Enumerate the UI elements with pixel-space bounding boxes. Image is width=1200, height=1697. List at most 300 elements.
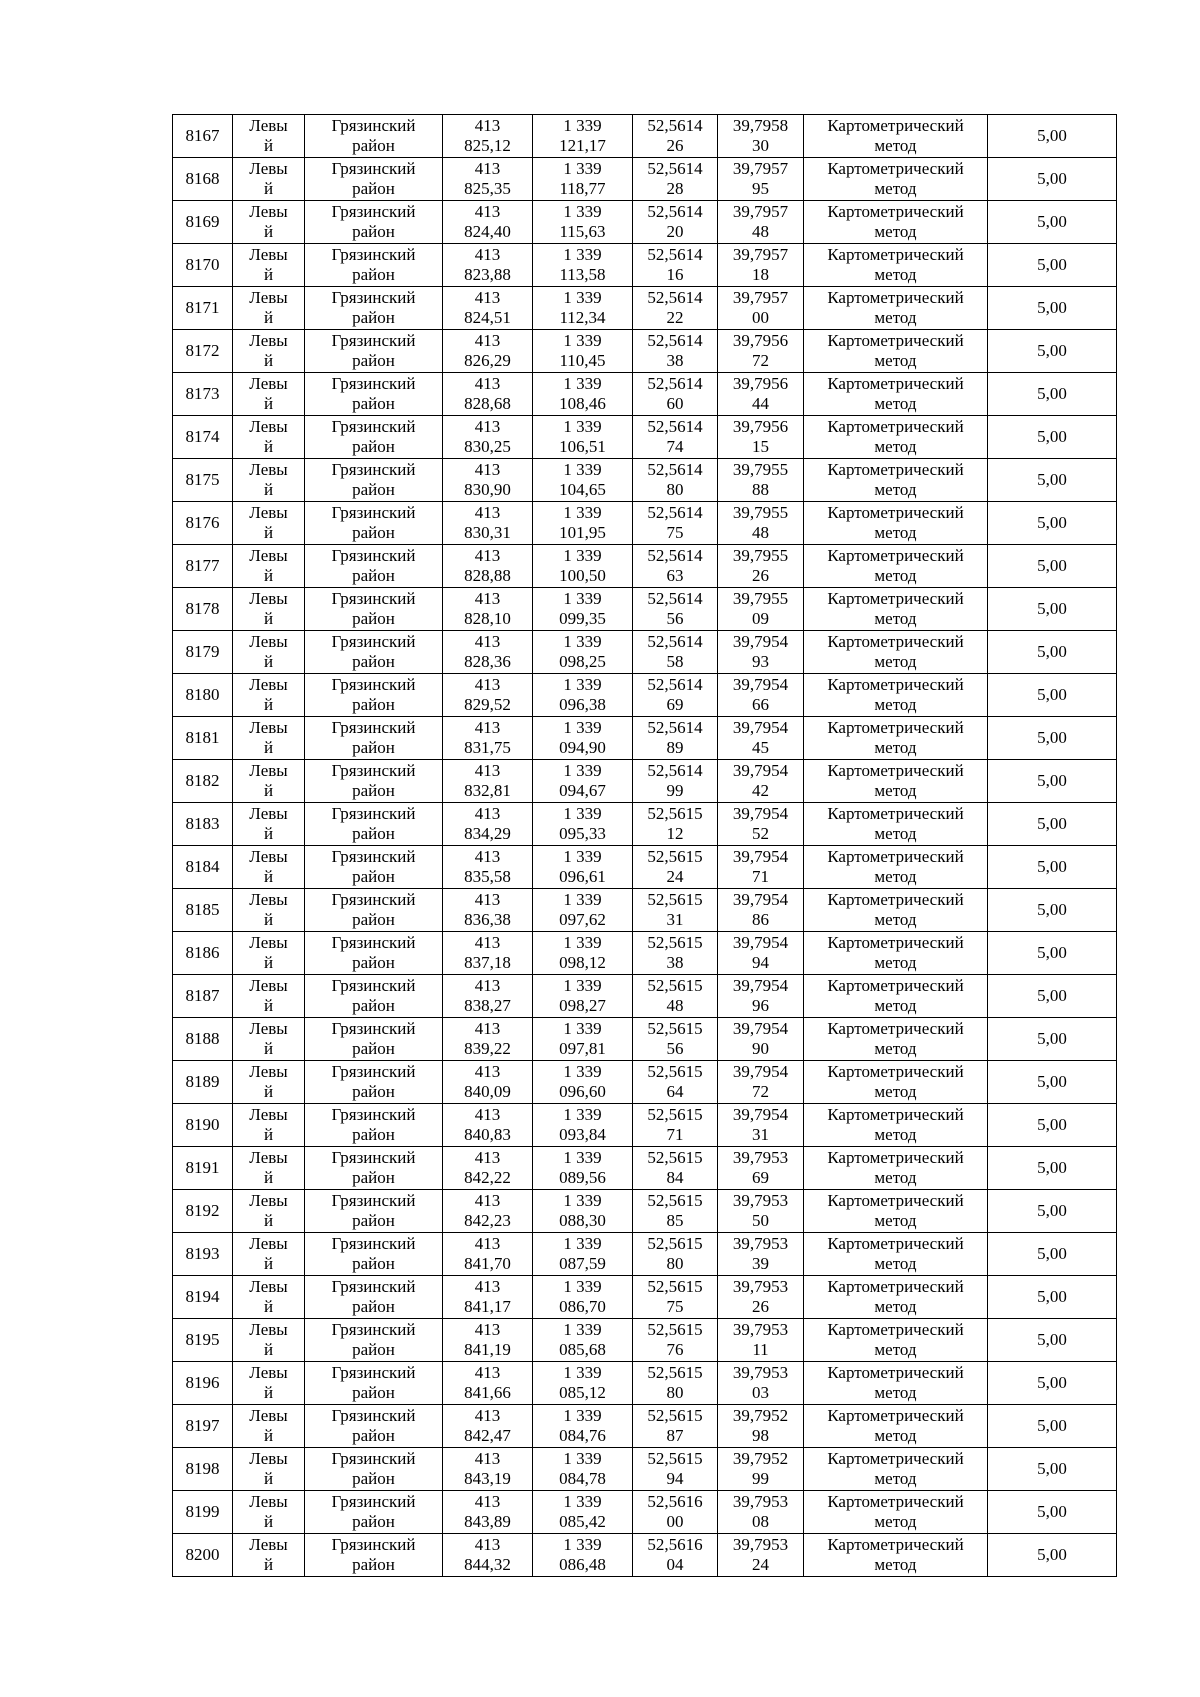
coord-x-line: 413 — [474, 245, 501, 264]
table-row — [173, 373, 1117, 416]
district-line: Грязинский — [331, 245, 416, 264]
bank-side-cell — [233, 717, 305, 760]
coord-x-line: 829,52 — [464, 695, 511, 714]
method-line: Картометрический — [827, 804, 964, 823]
coord-y-line: 1 339 — [563, 417, 602, 436]
method-line: метод — [874, 1469, 917, 1488]
district-line: район — [352, 1168, 395, 1187]
method-cell — [804, 1534, 988, 1577]
method-cell — [804, 1362, 988, 1405]
coord-y-cell — [533, 1276, 633, 1319]
coord-x-line: 413 — [474, 1105, 501, 1124]
latitude-cell — [633, 760, 718, 803]
coord-y-line: 101,95 — [559, 523, 606, 542]
table-row — [173, 1104, 1117, 1147]
method-cell — [804, 1018, 988, 1061]
method-line: Картометрический — [827, 589, 964, 608]
bank-side-line: й — [263, 1555, 274, 1574]
latitude-line: 52,5615 — [647, 1062, 703, 1081]
longitude-line: 39,7954 — [732, 933, 789, 952]
district-cell — [305, 502, 443, 545]
coord-x-line: 836,38 — [464, 910, 511, 929]
latitude-cell — [633, 201, 718, 244]
latitude-line: 52,5615 — [647, 1449, 703, 1468]
accuracy-cell: 5,00 — [988, 631, 1117, 674]
coord-x-line: 413 — [474, 417, 501, 436]
longitude-line: 39,7953 — [732, 1191, 789, 1210]
method-line: Картометрический — [827, 1320, 964, 1339]
bank-side-line: Левы — [249, 460, 288, 479]
bank-side-line: Левы — [249, 1019, 288, 1038]
method-cell — [804, 1491, 988, 1534]
coord-y-cell — [533, 631, 633, 674]
latitude-line: 64 — [666, 1082, 684, 1101]
coord-x-line: 413 — [474, 1277, 501, 1296]
coord-x-line: 844,32 — [464, 1555, 511, 1574]
latitude-line: 52,5615 — [647, 976, 703, 995]
longitude-line: 39,7953 — [732, 1234, 789, 1253]
method-line: метод — [874, 437, 917, 456]
point-number-cell: 8187 — [173, 975, 233, 1018]
bank-side-cell — [233, 1147, 305, 1190]
accuracy-cell: 5,00 — [988, 1190, 1117, 1233]
bank-side-line: Левы — [249, 245, 288, 264]
longitude-line: 39,7957 — [732, 159, 789, 178]
district-cell — [305, 545, 443, 588]
coord-y-cell — [533, 717, 633, 760]
bank-side-line: Левы — [249, 202, 288, 221]
longitude-line: 93 — [752, 652, 769, 671]
coord-x-cell — [443, 932, 533, 975]
coord-x-line: 843,19 — [464, 1469, 511, 1488]
longitude-line: 39,7954 — [732, 761, 789, 780]
coord-x-line: 413 — [474, 331, 501, 350]
point-number-cell: 8169 — [173, 201, 233, 244]
longitude-cell — [718, 1018, 804, 1061]
coord-y-line: 1 339 — [563, 804, 602, 823]
point-number-cell: 8172 — [173, 330, 233, 373]
coord-y-cell — [533, 1534, 633, 1577]
district-cell — [305, 287, 443, 330]
method-line: метод — [874, 1082, 917, 1101]
district-cell — [305, 1190, 443, 1233]
coord-y-line: 1 339 — [563, 1535, 602, 1554]
district-line: район — [352, 265, 395, 284]
coord-y-line: 1 339 — [563, 933, 602, 952]
district-line: район — [352, 1555, 395, 1574]
method-cell — [804, 1319, 988, 1362]
method-line: Картометрический — [827, 847, 964, 866]
bank-side-line: й — [263, 1082, 274, 1101]
coord-y-line: 089,56 — [559, 1168, 606, 1187]
bank-side-cell — [233, 330, 305, 373]
latitude-cell — [633, 1362, 718, 1405]
coord-y-line: 087,59 — [559, 1254, 606, 1273]
latitude-line: 52,5615 — [647, 1148, 703, 1167]
coord-x-cell — [443, 717, 533, 760]
method-line: Картометрический — [827, 116, 964, 135]
longitude-line: 39,7955 — [732, 460, 789, 479]
accuracy-cell: 5,00 — [988, 1362, 1117, 1405]
bank-side-cell — [233, 588, 305, 631]
table-row — [173, 1018, 1117, 1061]
point-number-cell: 8200 — [173, 1534, 233, 1577]
coord-y-cell — [533, 1018, 633, 1061]
point-number-cell: 8185 — [173, 889, 233, 932]
latitude-cell — [633, 545, 718, 588]
latitude-line: 87 — [666, 1426, 684, 1445]
coord-x-cell — [443, 760, 533, 803]
district-line: район — [352, 609, 395, 628]
bank-side-line: Левы — [249, 976, 288, 995]
coord-y-line: 094,67 — [559, 781, 606, 800]
district-cell — [305, 975, 443, 1018]
latitude-line: 52,5615 — [647, 847, 703, 866]
method-cell — [804, 803, 988, 846]
coord-y-line: 110,45 — [559, 351, 606, 370]
latitude-line: 38 — [666, 351, 684, 370]
bank-side-cell — [233, 1190, 305, 1233]
accuracy-cell: 5,00 — [988, 158, 1117, 201]
latitude-line: 20 — [666, 222, 684, 241]
longitude-cell — [718, 803, 804, 846]
longitude-cell — [718, 1233, 804, 1276]
bank-side-line: й — [263, 1039, 274, 1058]
bank-side-line: Левы — [249, 503, 288, 522]
coord-y-line: 113,58 — [559, 265, 606, 284]
longitude-line: 39,7954 — [732, 804, 789, 823]
coord-x-line: 823,88 — [464, 265, 511, 284]
method-line: метод — [874, 1512, 917, 1531]
district-line: район — [352, 480, 395, 499]
coord-y-cell — [533, 158, 633, 201]
coord-x-line: 842,23 — [464, 1211, 511, 1230]
coord-x-line: 413 — [474, 632, 501, 651]
longitude-cell — [718, 1534, 804, 1577]
method-cell — [804, 545, 988, 588]
coord-y-line: 1 339 — [563, 847, 602, 866]
bank-side-line: Левы — [249, 1363, 288, 1382]
latitude-line: 22 — [666, 308, 684, 327]
coord-y-cell — [533, 1147, 633, 1190]
district-line: район — [352, 953, 395, 972]
coord-y-cell — [533, 803, 633, 846]
method-line: Картометрический — [827, 890, 964, 909]
accuracy-cell: 5,00 — [988, 846, 1117, 889]
bank-side-line: й — [263, 609, 274, 628]
district-cell — [305, 1147, 443, 1190]
bank-side-cell — [233, 975, 305, 1018]
latitude-cell — [633, 1534, 718, 1577]
latitude-line: 85 — [666, 1211, 684, 1230]
coord-y-line: 1 339 — [563, 1492, 602, 1511]
longitude-line: 30 — [752, 136, 769, 155]
coord-x-line: 413 — [474, 1449, 501, 1468]
district-line: Грязинский — [331, 933, 416, 952]
bank-side-line: Левы — [249, 1148, 288, 1167]
district-line: Грязинский — [331, 417, 416, 436]
accuracy-cell: 5,00 — [988, 889, 1117, 932]
coord-x-line: 413 — [474, 1234, 501, 1253]
latitude-line: 52,5615 — [647, 804, 703, 823]
district-line: Грязинский — [331, 1019, 416, 1038]
method-line: метод — [874, 136, 917, 155]
accuracy-cell: 5,00 — [988, 717, 1117, 760]
table-row — [173, 330, 1117, 373]
point-number-cell: 8197 — [173, 1405, 233, 1448]
district-line: Грязинский — [331, 589, 416, 608]
method-cell — [804, 975, 988, 1018]
latitude-line: 52,5614 — [647, 331, 703, 350]
method-line: Картометрический — [827, 1492, 964, 1511]
bank-side-line: Левы — [249, 589, 288, 608]
coord-x-line: 413 — [474, 288, 501, 307]
method-line: Картометрический — [827, 1148, 964, 1167]
method-line: Картометрический — [827, 331, 964, 350]
longitude-line: 39 — [752, 1254, 769, 1273]
district-line: Грязинский — [331, 1406, 416, 1425]
coord-x-line: 413 — [474, 116, 501, 135]
method-line: метод — [874, 480, 917, 499]
latitude-cell — [633, 1147, 718, 1190]
bank-side-line: Левы — [249, 331, 288, 350]
method-line: метод — [874, 824, 917, 843]
bank-side-line: Левы — [249, 761, 288, 780]
latitude-line: 52,5614 — [647, 202, 703, 221]
accuracy-cell: 5,00 — [988, 975, 1117, 1018]
coord-y-line: 095,33 — [559, 824, 606, 843]
longitude-cell — [718, 502, 804, 545]
latitude-line: 52,5614 — [647, 417, 703, 436]
longitude-line: 39,7954 — [732, 1019, 789, 1038]
coord-y-cell — [533, 502, 633, 545]
latitude-line: 38 — [666, 953, 684, 972]
longitude-line: 11 — [752, 1340, 769, 1359]
coord-x-line: 832,81 — [464, 781, 511, 800]
district-cell — [305, 115, 443, 158]
longitude-line: 39,7958 — [732, 116, 789, 135]
method-line: Картометрический — [827, 718, 964, 737]
method-line: Картометрический — [827, 1363, 964, 1382]
latitude-line: 52,5614 — [647, 159, 703, 178]
bank-side-line: Левы — [249, 718, 288, 737]
district-line: Грязинский — [331, 718, 416, 737]
bank-side-line: Левы — [249, 1191, 288, 1210]
method-line: метод — [874, 1426, 917, 1445]
method-line: Картометрический — [827, 1406, 964, 1425]
table-row — [173, 760, 1117, 803]
bank-side-line: Левы — [249, 1449, 288, 1468]
coord-y-cell — [533, 244, 633, 287]
coord-y-line: 1 339 — [563, 503, 602, 522]
coord-x-cell — [443, 158, 533, 201]
district-line: район — [352, 179, 395, 198]
bank-side-line: й — [263, 738, 274, 757]
accuracy-cell: 5,00 — [988, 1276, 1117, 1319]
table-row — [173, 459, 1117, 502]
longitude-cell — [718, 674, 804, 717]
latitude-cell — [633, 416, 718, 459]
coord-x-line: 837,18 — [464, 953, 511, 972]
longitude-line: 50 — [752, 1211, 769, 1230]
method-line: Картометрический — [827, 1062, 964, 1081]
coord-y-line: 084,78 — [559, 1469, 606, 1488]
coord-y-line: 100,50 — [559, 566, 606, 585]
point-number-cell: 8176 — [173, 502, 233, 545]
latitude-line: 52,5614 — [647, 589, 703, 608]
coord-x-line: 830,31 — [464, 523, 511, 542]
latitude-line: 80 — [666, 1383, 684, 1402]
bank-side-line: Левы — [249, 847, 288, 866]
table-row — [173, 1147, 1117, 1190]
coord-x-cell — [443, 975, 533, 1018]
bank-side-line: й — [263, 824, 274, 843]
coord-y-line: 1 339 — [563, 761, 602, 780]
method-line: метод — [874, 1168, 917, 1187]
longitude-line: 71 — [752, 867, 769, 886]
bank-side-cell — [233, 459, 305, 502]
coord-y-cell — [533, 416, 633, 459]
coord-y-line: 121,17 — [559, 136, 606, 155]
point-number-cell: 8195 — [173, 1319, 233, 1362]
accuracy-cell: 5,00 — [988, 760, 1117, 803]
coord-x-line: 840,83 — [464, 1125, 511, 1144]
longitude-line: 39,7954 — [732, 847, 789, 866]
coord-x-cell — [443, 1018, 533, 1061]
latitude-cell — [633, 889, 718, 932]
coord-y-line: 1 339 — [563, 1320, 602, 1339]
longitude-line: 48 — [752, 523, 769, 542]
longitude-line: 66 — [752, 695, 769, 714]
coord-x-cell — [443, 115, 533, 158]
coord-x-line: 828,68 — [464, 394, 511, 413]
point-number-cell: 8188 — [173, 1018, 233, 1061]
method-line: метод — [874, 695, 917, 714]
coord-y-cell — [533, 588, 633, 631]
coord-y-cell — [533, 1061, 633, 1104]
longitude-line: 69 — [752, 1168, 769, 1187]
coord-x-line: 413 — [474, 1148, 501, 1167]
district-cell — [305, 1491, 443, 1534]
latitude-cell — [633, 1319, 718, 1362]
latitude-line: 80 — [666, 480, 684, 499]
coord-y-cell — [533, 287, 633, 330]
coord-x-line: 840,09 — [464, 1082, 511, 1101]
latitude-line: 31 — [666, 910, 684, 929]
district-line: район — [352, 1125, 395, 1144]
district-cell — [305, 244, 443, 287]
district-cell — [305, 373, 443, 416]
coord-y-line: 108,46 — [559, 394, 606, 413]
longitude-cell — [718, 889, 804, 932]
bank-side-line: Левы — [249, 804, 288, 823]
latitude-cell — [633, 158, 718, 201]
latitude-line: 52,5614 — [647, 761, 703, 780]
coord-y-cell — [533, 1362, 633, 1405]
coord-y-cell — [533, 846, 633, 889]
latitude-cell — [633, 932, 718, 975]
coord-y-line: 1 339 — [563, 1406, 602, 1425]
coord-y-line: 1 339 — [563, 331, 602, 350]
point-number-cell: 8179 — [173, 631, 233, 674]
district-line: Грязинский — [331, 1234, 416, 1253]
district-cell — [305, 416, 443, 459]
coord-y-line: 1 339 — [563, 116, 602, 135]
bank-side-line: й — [263, 566, 274, 585]
point-number-cell: 8194 — [173, 1276, 233, 1319]
longitude-cell — [718, 846, 804, 889]
longitude-line: 26 — [752, 566, 769, 585]
longitude-line: 39,7957 — [732, 245, 789, 264]
coord-x-line: 413 — [474, 1320, 501, 1339]
bank-side-line: й — [263, 953, 274, 972]
latitude-line: 52,5614 — [647, 460, 703, 479]
coord-x-line: 841,70 — [464, 1254, 511, 1273]
longitude-line: 39,7954 — [732, 632, 789, 651]
longitude-line: 39,7953 — [732, 1148, 789, 1167]
method-line: Картометрический — [827, 546, 964, 565]
method-line: Картометрический — [827, 1019, 964, 1038]
coord-x-line: 842,22 — [464, 1168, 511, 1187]
latitude-cell — [633, 674, 718, 717]
table-row — [173, 1491, 1117, 1534]
method-line: Картометрический — [827, 245, 964, 264]
district-cell — [305, 330, 443, 373]
district-line: район — [352, 1039, 395, 1058]
coord-x-cell — [443, 459, 533, 502]
longitude-cell — [718, 244, 804, 287]
district-cell — [305, 932, 443, 975]
coord-y-line: 1 339 — [563, 718, 602, 737]
bank-side-line: Левы — [249, 374, 288, 393]
bank-side-line: Левы — [249, 1320, 288, 1339]
longitude-line: 39,7954 — [732, 675, 789, 694]
district-line: район — [352, 1211, 395, 1230]
district-cell — [305, 1534, 443, 1577]
bank-side-line: й — [263, 695, 274, 714]
longitude-cell — [718, 631, 804, 674]
coord-y-line: 098,25 — [559, 652, 606, 671]
table-row — [173, 1534, 1117, 1577]
method-line: Картометрический — [827, 933, 964, 952]
latitude-line: 52,5614 — [647, 288, 703, 307]
longitude-cell — [718, 1276, 804, 1319]
method-line: Картометрический — [827, 1449, 964, 1468]
longitude-line: 39,7956 — [732, 417, 789, 436]
method-line: Картометрический — [827, 503, 964, 522]
coord-x-cell — [443, 201, 533, 244]
coord-y-line: 1 339 — [563, 589, 602, 608]
latitude-cell — [633, 1233, 718, 1276]
coord-y-line: 1 339 — [563, 1105, 602, 1124]
method-line: метод — [874, 1297, 917, 1316]
coord-x-line: 842,47 — [464, 1426, 511, 1445]
bank-side-cell — [233, 201, 305, 244]
coord-x-line: 834,29 — [464, 824, 511, 843]
method-line: Картометрический — [827, 1277, 964, 1296]
longitude-cell — [718, 1448, 804, 1491]
method-cell — [804, 1233, 988, 1276]
coord-x-cell — [443, 1190, 533, 1233]
district-line: район — [352, 867, 395, 886]
bank-side-cell — [233, 932, 305, 975]
coord-x-line: 413 — [474, 675, 501, 694]
method-cell — [804, 115, 988, 158]
method-line: метод — [874, 394, 917, 413]
method-cell — [804, 1276, 988, 1319]
method-line: метод — [874, 1125, 917, 1144]
district-line: район — [352, 1340, 395, 1359]
